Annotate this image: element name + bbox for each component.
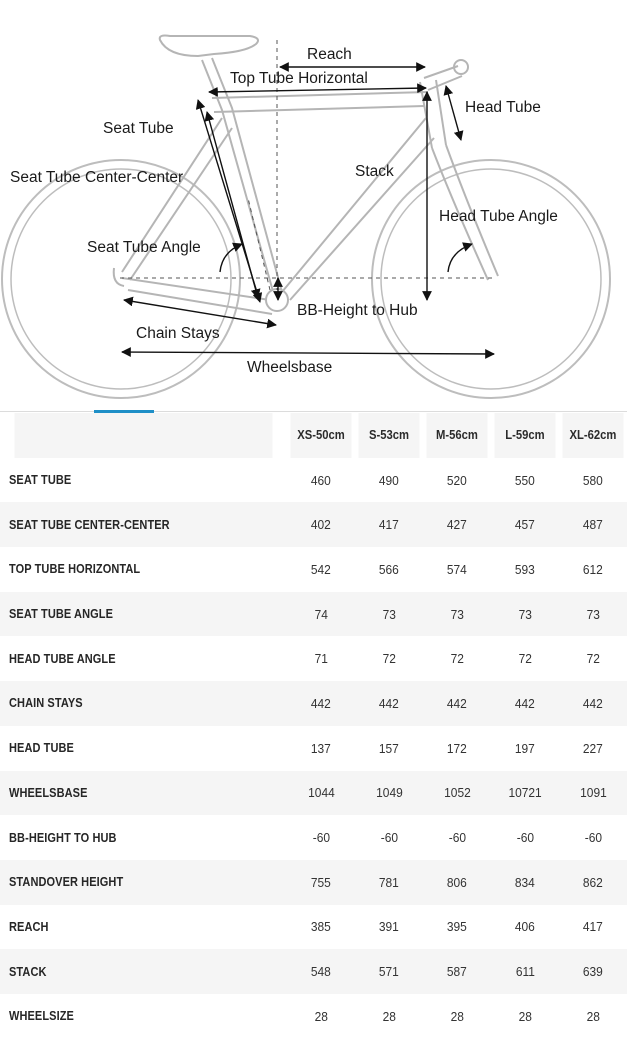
cell-value: 1049 bbox=[375, 785, 403, 801]
table-row bbox=[0, 905, 627, 950]
cell-value: 566 bbox=[379, 561, 399, 577]
cell-value: 172 bbox=[447, 740, 467, 756]
table-cell bbox=[559, 726, 627, 771]
cell-value: 490 bbox=[379, 472, 399, 488]
column-header: XS-50cm bbox=[290, 413, 351, 458]
row-label bbox=[0, 636, 287, 681]
cell-value: 755 bbox=[311, 874, 331, 890]
row-label-text: STACK bbox=[9, 964, 47, 979]
cell-value: 73 bbox=[450, 606, 464, 622]
table-row bbox=[0, 502, 627, 547]
table-cell bbox=[355, 636, 423, 681]
row-label bbox=[0, 949, 287, 994]
table-cell bbox=[287, 502, 355, 547]
table-cell bbox=[559, 949, 627, 994]
row-label-text: SEAT TUBE bbox=[9, 473, 72, 488]
table-cell bbox=[491, 994, 559, 1039]
cell-value: 10721 bbox=[508, 785, 542, 801]
table-cell bbox=[355, 726, 423, 771]
table-cell bbox=[559, 636, 627, 681]
table-cell bbox=[355, 905, 423, 950]
cell-value: 487 bbox=[583, 517, 603, 533]
table-cell bbox=[559, 681, 627, 726]
row-label bbox=[0, 681, 287, 726]
header-empty bbox=[14, 413, 272, 458]
cell-value: -60 bbox=[312, 830, 330, 846]
column-header: L-59cm bbox=[494, 413, 555, 458]
table-row bbox=[0, 994, 627, 1039]
table-cell bbox=[355, 771, 423, 816]
table-cell bbox=[491, 726, 559, 771]
row-label-text: SEAT TUBE CENTER-CENTER bbox=[9, 517, 170, 532]
row-label bbox=[0, 994, 287, 1039]
table-row bbox=[0, 458, 627, 503]
table-cell bbox=[287, 860, 355, 905]
cell-value: 385 bbox=[311, 919, 331, 935]
table-cell bbox=[559, 547, 627, 592]
cell-value: 834 bbox=[515, 874, 535, 890]
row-label bbox=[0, 905, 287, 950]
cell-value: 442 bbox=[583, 695, 603, 711]
label-seat-tube: Seat Tube bbox=[103, 120, 174, 137]
table-cell bbox=[423, 949, 491, 994]
row-label bbox=[0, 815, 287, 860]
row-label bbox=[0, 458, 287, 503]
cell-value: 520 bbox=[447, 472, 467, 488]
cell-value: -60 bbox=[448, 830, 466, 846]
label-head-tube-angle: Head Tube Angle bbox=[439, 208, 558, 225]
table-cell bbox=[423, 547, 491, 592]
label-seat-tube-angle: Seat Tube Angle bbox=[87, 239, 201, 256]
table-cell bbox=[491, 636, 559, 681]
table-row bbox=[0, 592, 627, 637]
table-cell bbox=[491, 547, 559, 592]
table-cell bbox=[491, 860, 559, 905]
column-header: M-56cm bbox=[426, 413, 487, 458]
cell-value: 391 bbox=[379, 919, 399, 935]
cell-value: 1044 bbox=[307, 785, 335, 801]
cell-value: 862 bbox=[583, 874, 603, 890]
cell-value: 460 bbox=[311, 472, 331, 488]
table-cell bbox=[559, 815, 627, 860]
bottom-bracket bbox=[266, 289, 288, 311]
cell-value: 137 bbox=[311, 740, 331, 756]
row-label bbox=[0, 592, 287, 637]
cell-value: 157 bbox=[379, 740, 399, 756]
table-cell bbox=[423, 681, 491, 726]
table-cell bbox=[491, 815, 559, 860]
label-bb-height-to-hub: BB-Height to Hub bbox=[297, 302, 418, 319]
row-label-text: WHEELSBASE bbox=[9, 785, 88, 800]
table-row bbox=[0, 771, 627, 816]
tab-bar bbox=[0, 406, 627, 412]
table-cell bbox=[559, 994, 627, 1039]
cell-value: 639 bbox=[583, 964, 603, 980]
table-cell bbox=[287, 547, 355, 592]
cell-value: 73 bbox=[586, 606, 600, 622]
cell-value: 1052 bbox=[443, 785, 471, 801]
table-cell bbox=[287, 771, 355, 816]
cell-value: 227 bbox=[583, 740, 603, 756]
label-top-tube-horizontal: Top Tube Horizontal bbox=[230, 70, 368, 87]
table-cell bbox=[423, 726, 491, 771]
cell-value: 612 bbox=[583, 561, 603, 577]
table-cell bbox=[559, 592, 627, 637]
table-cell bbox=[423, 905, 491, 950]
chain-stays-arrow bbox=[124, 300, 276, 325]
table-cell bbox=[423, 860, 491, 905]
table-cell bbox=[355, 815, 423, 860]
cell-value: 427 bbox=[447, 517, 467, 533]
cell-value: 587 bbox=[447, 964, 467, 980]
cell-value: 442 bbox=[515, 695, 535, 711]
cell-value: -60 bbox=[584, 830, 602, 846]
table-cell bbox=[287, 815, 355, 860]
cell-value: 28 bbox=[586, 1008, 600, 1024]
cell-value: 28 bbox=[518, 1008, 532, 1024]
wheelbase-arrow bbox=[122, 352, 494, 354]
cell-value: 542 bbox=[311, 561, 331, 577]
table-row bbox=[0, 726, 627, 771]
cell-value: 806 bbox=[447, 874, 467, 890]
row-label bbox=[0, 502, 287, 547]
table-row bbox=[0, 636, 627, 681]
table-cell bbox=[287, 681, 355, 726]
table-cell bbox=[559, 771, 627, 816]
table-cell bbox=[355, 949, 423, 994]
cell-value: 442 bbox=[447, 695, 467, 711]
table-cell bbox=[287, 949, 355, 994]
row-label-text: TOP TUBE HORIZONTAL bbox=[9, 562, 141, 577]
row-label-text: HEAD TUBE ANGLE bbox=[9, 651, 116, 666]
table-row bbox=[0, 860, 627, 905]
cell-value: 571 bbox=[379, 964, 399, 980]
cell-value: 442 bbox=[311, 695, 331, 711]
label-head-tube: Head Tube bbox=[465, 99, 541, 116]
table-cell bbox=[423, 815, 491, 860]
table-row bbox=[0, 815, 627, 860]
cell-value: 457 bbox=[515, 517, 535, 533]
table-cell bbox=[559, 502, 627, 547]
label-seat-tube-center-center: Seat Tube Center-Center bbox=[10, 169, 184, 186]
table-cell bbox=[491, 592, 559, 637]
table-cell bbox=[491, 502, 559, 547]
table-cell bbox=[355, 502, 423, 547]
cell-value: 574 bbox=[447, 561, 467, 577]
rear-wheel bbox=[2, 160, 240, 398]
row-label-text: CHAIN STAYS bbox=[9, 696, 83, 711]
table-row bbox=[0, 949, 627, 994]
table-cell bbox=[559, 905, 627, 950]
cell-value: -60 bbox=[380, 830, 398, 846]
cell-value: 74 bbox=[314, 606, 328, 622]
table-cell bbox=[423, 502, 491, 547]
top-tube-arrow bbox=[209, 88, 426, 92]
cell-value: 28 bbox=[382, 1008, 396, 1024]
cell-value: 395 bbox=[447, 919, 467, 935]
table-cell bbox=[491, 949, 559, 994]
table-cell bbox=[287, 994, 355, 1039]
head-tube-arrow bbox=[446, 86, 461, 140]
table-cell bbox=[355, 860, 423, 905]
table-cell bbox=[491, 458, 559, 503]
column-header: S-53cm bbox=[358, 413, 419, 458]
cell-value: 406 bbox=[515, 919, 535, 935]
cell-value: 442 bbox=[379, 695, 399, 711]
table-cell bbox=[491, 771, 559, 816]
table-cell bbox=[287, 905, 355, 950]
seat-tube-cc-arrow bbox=[198, 100, 260, 302]
table-cell bbox=[355, 994, 423, 1039]
front-wheel bbox=[372, 160, 610, 398]
geometry-table bbox=[0, 413, 627, 1039]
cell-value: 548 bbox=[311, 964, 331, 980]
cell-value: 550 bbox=[515, 472, 535, 488]
table-row bbox=[0, 547, 627, 592]
cell-value: 781 bbox=[379, 874, 399, 890]
saddle bbox=[160, 36, 258, 57]
cell-value: 28 bbox=[314, 1008, 328, 1024]
cell-value: 197 bbox=[515, 740, 535, 756]
label-wheelsbase: Wheelsbase bbox=[247, 359, 333, 376]
table-cell bbox=[287, 458, 355, 503]
head-tube-angle-arc bbox=[448, 244, 472, 272]
cell-value: -60 bbox=[516, 830, 534, 846]
row-label-text: STANDOVER HEIGHT bbox=[9, 875, 124, 890]
cell-value: 611 bbox=[515, 964, 535, 980]
cell-value: 71 bbox=[314, 651, 328, 667]
table-row bbox=[0, 681, 627, 726]
cell-value: 402 bbox=[311, 517, 331, 533]
row-label bbox=[0, 726, 287, 771]
table-cell bbox=[287, 592, 355, 637]
cell-value: 72 bbox=[518, 651, 532, 667]
row-label-text: BB-HEIGHT TO HUB bbox=[9, 830, 117, 845]
table-cell bbox=[423, 771, 491, 816]
row-label bbox=[0, 771, 287, 816]
table-cell bbox=[491, 905, 559, 950]
row-label-text: REACH bbox=[9, 919, 49, 934]
cell-value: 72 bbox=[382, 651, 396, 667]
cell-value: 1091 bbox=[579, 785, 607, 801]
table-cell bbox=[355, 592, 423, 637]
table-header-row bbox=[0, 413, 627, 458]
row-label bbox=[0, 860, 287, 905]
column-header: XL-62cm bbox=[562, 413, 623, 458]
cell-value: 417 bbox=[583, 919, 603, 935]
cell-value: 28 bbox=[450, 1008, 464, 1024]
row-label bbox=[0, 547, 287, 592]
row-label-text: SEAT TUBE ANGLE bbox=[9, 607, 113, 622]
table-cell bbox=[355, 458, 423, 503]
label-reach: Reach bbox=[307, 46, 352, 63]
table-cell bbox=[355, 547, 423, 592]
cell-value: 593 bbox=[515, 561, 535, 577]
label-chain-stays: Chain Stays bbox=[136, 325, 220, 342]
cell-value: 417 bbox=[379, 517, 399, 533]
table-cell bbox=[355, 681, 423, 726]
cell-value: 580 bbox=[583, 472, 603, 488]
table-cell bbox=[423, 592, 491, 637]
cell-value: 73 bbox=[382, 606, 396, 622]
table-cell bbox=[423, 458, 491, 503]
stem bbox=[424, 66, 462, 90]
bike-geometry-diagram bbox=[0, 0, 627, 405]
row-label-text: WHEELSIZE bbox=[9, 1009, 74, 1024]
table-cell bbox=[559, 860, 627, 905]
table-cell bbox=[491, 681, 559, 726]
table-cell bbox=[423, 636, 491, 681]
cell-value: 73 bbox=[518, 606, 532, 622]
label-stack: Stack bbox=[355, 163, 394, 180]
cell-value: 72 bbox=[450, 651, 464, 667]
table-cell bbox=[287, 636, 355, 681]
cell-value: 72 bbox=[586, 651, 600, 667]
table-cell bbox=[423, 994, 491, 1039]
row-label-text: HEAD TUBE bbox=[9, 741, 74, 756]
table-cell bbox=[287, 726, 355, 771]
table-cell bbox=[559, 458, 627, 503]
